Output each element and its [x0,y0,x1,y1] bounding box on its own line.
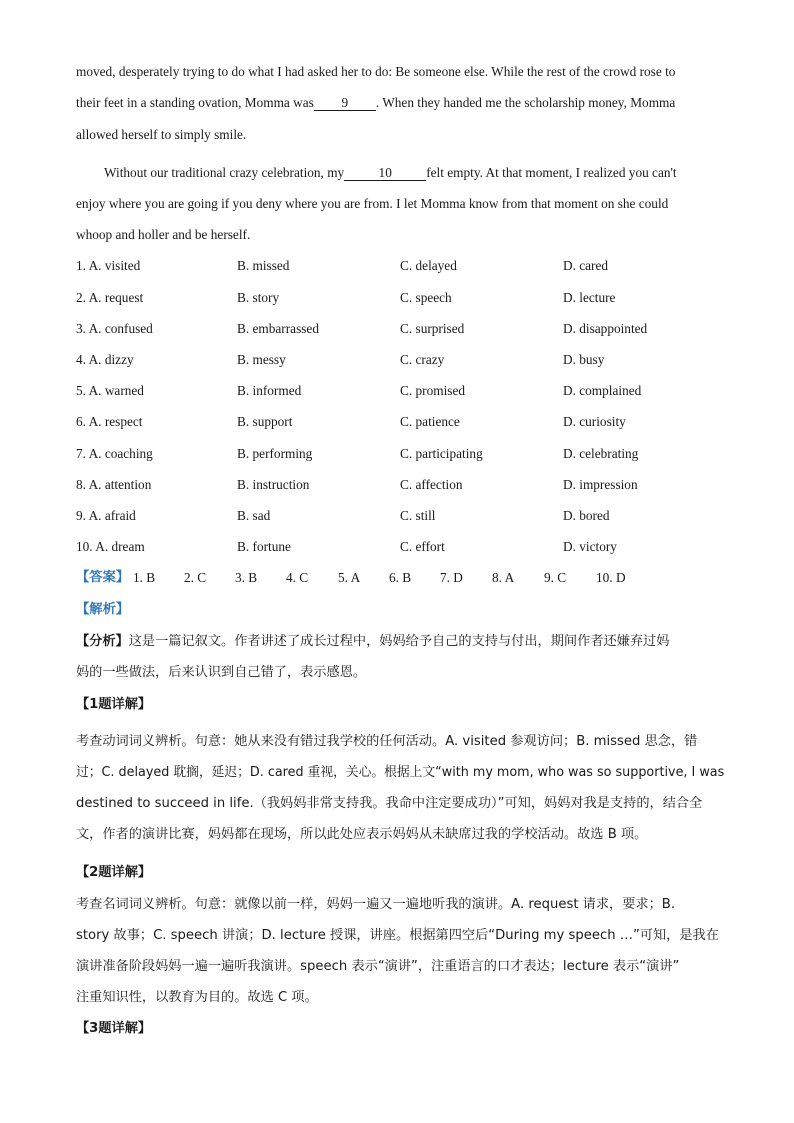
option-c: C. participating [400,446,483,461]
answer-item: 4. C [286,570,309,585]
option-d: D. busy [563,352,605,367]
passage-line-4 [104,164,677,182]
answer-item: 5. A [338,570,361,585]
option-a: 5. A. warned [76,383,144,398]
passage-line-1: moved, desperately trying to do what I had asked her to do: Be someone else. While the rest of the crowd rose to [76,64,676,79]
option-b: B. informed [237,383,302,398]
answer-item: 9. C [544,570,567,585]
option-c: C. speech [400,290,452,305]
blank-9: 9 [314,96,376,111]
q1-line-4: 文，作者的演讲比赛，妈妈都在现场，所以此处应表示妈妈从未缺席过我的学校活动。故选 B 项。 [76,827,648,842]
option-c: C. promised [400,383,466,398]
option-a: 4. A. dizzy [76,352,134,367]
option-c: C. patience [400,414,460,429]
answer-item: 1. B [133,570,156,585]
option-a: 3. A. confused [76,321,153,336]
option-c: C. still [400,508,436,523]
q3-heading: 【3题详解】 [76,1021,152,1036]
option-b: B. story [237,290,280,305]
option-c: C. effort [400,539,445,554]
answer-item: 2. C [184,570,207,585]
answer-item: 8. A [492,570,515,585]
q1-line-1: 考查动词词义辨析。句意：她从来没有错过我学校的任何活动。A. visited 参观访问；B. missed 思念，错 [76,734,698,749]
option-c: C. crazy [400,352,445,367]
option-d: D. complained [563,383,642,398]
analysis-summary-line-2: 妈的一些做法，后来认识到自己错了，表示感恩。 [76,665,367,680]
option-b: B. performing [237,446,313,461]
answer-item: 6. B [389,570,412,585]
passage-line-2 [76,94,675,112]
option-b: B. support [237,414,293,429]
analysis-label: 【解析】 [76,602,130,617]
option-c: C. affection [400,477,463,492]
q2-line-2: story 故事；C. speech 讲演；D. lecture 授课，讲座。根据第四空后“During my speech …”可知，是我在 [76,928,719,943]
option-c: C. surprised [400,321,465,336]
option-d: D. bored [563,508,610,523]
option-d: D. impression [563,477,638,492]
option-d: D. curiosity [563,414,626,429]
q2-line-1: 考查名词词义辨析。句意：就像以前一样，妈妈一遍又一遍地听我的演讲。A. request 请求，要求；B. [76,897,676,912]
option-d: D. victory [563,539,617,554]
answer-label: 【答案】 [76,570,130,585]
passage-text: . When they handed me the scholarship money, Momma [375,95,676,110]
passage-line-5: enjoy where you are going if you deny where you are from. I let Momma know from that moment on she could [76,196,669,211]
q2-heading: 【2题详解】 [76,865,152,880]
passage-text: felt empty. At that moment, I realized you can't [426,165,677,180]
answer-item: 3. B [235,570,258,585]
q2-line-3: 演讲准备阶段妈妈一遍一遍听我演讲。speech 表示“演讲”，注重语言的口才表达；lecture 表示“演讲” [76,959,680,974]
option-a: 10. A. dream [76,539,145,554]
q2-line-4: 注重知识性，以教育为目的。故选 C 项。 [76,990,318,1005]
blank-10: 10 [344,166,426,181]
answer-item: 10. D [596,570,626,585]
q1-line-3: destined to succeed in life.（我妈妈非常支持我。我命中注定要成功）”可知，妈妈对我是支持的，结合全 [76,796,703,811]
passage-line-6: whoop and holler and be herself. [76,227,251,242]
passage-line-3: allowed herself to simply smile. [76,127,247,142]
q1-heading: 【1题详解】 [76,697,152,712]
option-b: B. sad [237,508,271,523]
option-d: D. cared [563,258,609,273]
option-a: 7. A. coaching [76,446,153,461]
option-b: B. embarrassed [237,321,319,336]
analysis-summary-line-1: 【分析】这是一篇记叙文。作者讲述了成长过程中，妈妈给予自己的支持与付出，期间作者还嫌弃过妈 [76,634,670,649]
option-d: D. lecture [563,290,616,305]
option-a: 8. A. attention [76,477,152,492]
option-b: B. messy [237,352,286,367]
passage-text: their feet in a standing ovation, Momma was [76,95,314,110]
option-d: D. disappointed [563,321,648,336]
option-a: 6. A. respect [76,414,143,429]
analysis-summary-label: 【分析】 [76,634,129,649]
passage-text: Without our traditional crazy celebration, my [104,165,345,180]
option-d: D. celebrating [563,446,639,461]
option-a: 1. A. visited [76,258,141,273]
q1-line-2: 过；C. delayed 耽搁，延迟；D. cared 重视，关心。根据上文“with my mom, who was so supportive, I was [76,765,725,780]
option-a: 2. A. request [76,290,144,305]
option-a: 9. A. afraid [76,508,136,523]
option-b: B. instruction [237,477,310,492]
option-b: B. fortune [237,539,291,554]
answer-item: 7. D [440,570,463,585]
option-b: B. missed [237,258,290,273]
option-c: C. delayed [400,258,457,273]
